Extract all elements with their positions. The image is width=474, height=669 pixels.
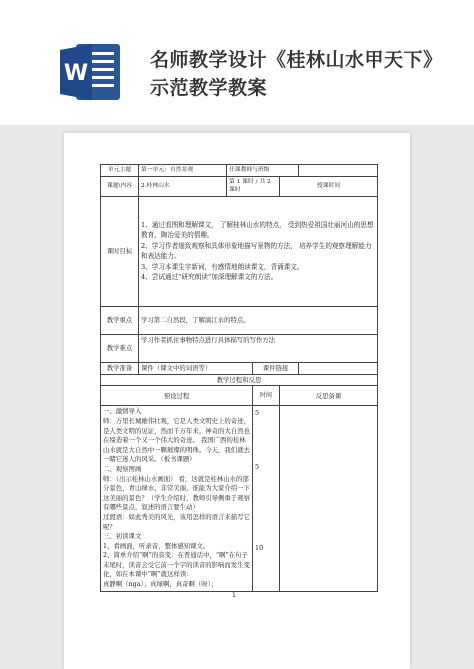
process-title: 教学过程和反思	[101, 374, 378, 386]
teacher-value	[299, 165, 378, 177]
goal-item: 3、学习本课生字新词，有感情地朗读课文，背诵课文。	[141, 262, 304, 271]
process-column-header: 预设过程	[101, 386, 253, 406]
time-label: 授课时间	[280, 176, 378, 196]
topic-value: 2.桂林山水	[139, 176, 227, 196]
time-value: 10	[255, 544, 264, 553]
process-line: 二、观察图画	[103, 464, 142, 473]
difficulty-label: 教学难点	[101, 334, 139, 362]
process-line: 1、看画面，听录音，整体感知课文。	[103, 541, 210, 550]
page-number: 1	[232, 592, 236, 599]
time-column	[253, 406, 280, 591]
unit-label: 单元主题	[101, 165, 139, 177]
key-point-value: 学习第二自然段，了解漓江水的特点。	[139, 306, 378, 334]
hours-value: 第 1 课时 / 共 2 课时	[227, 176, 280, 196]
document-title: 名师教学设计《桂林山水甲天下》示范教学教案	[150, 49, 443, 99]
key-point-label: 教学重点	[101, 306, 139, 334]
link-label: 课件链接	[253, 362, 299, 374]
process-line: 2、简单介绍“啊”的音变：在普通话中，“啊”在句子末尾时，读音会受它前一个字的读音的影响而发生变化，如在本课中“啊”就这样读：	[103, 551, 250, 579]
time-value: 5	[255, 409, 260, 418]
goal-item: 2、学习作者细致观察和具体形象地描写景物的方法， 培养学生的观察理解能力和表达能力。	[141, 241, 372, 261]
header-area	[0, 0, 474, 125]
process-line: 师：（出示桂林山水画面） 看，这就是桂林山水的部分景色，青山绿水，非常美丽，谁能为大家介绍一下这美丽的景色？（学生介绍时，教师引导侧重于观察有哪些景点，叙述的语言要生动）	[103, 474, 250, 512]
difficulty-value: 学习作者抓住事物特点进行具体描写的写作方法	[139, 334, 378, 362]
word-document-icon	[58, 38, 126, 106]
reflection-column	[280, 406, 378, 591]
process-content	[101, 406, 253, 591]
goal-item: 1、通过看图和理解课文， 了解桂林山水的特点， 受到热爱祖国壮丽河山的思想教育，陶冶爱美的情趣。	[141, 220, 374, 240]
lesson-plan-table	[100, 164, 378, 592]
svg-text:W: W	[63, 61, 89, 86]
goals-label: 课时目标	[101, 196, 139, 306]
time-column-header: 时间	[253, 386, 280, 406]
process-line: 真静啊（nga）；真绿啊，真奇啊（呀）；	[103, 580, 218, 589]
process-line: 过渡语：如此秀美的风光，该用怎样的语言来描写它呢？	[103, 512, 250, 531]
link-value	[299, 362, 378, 374]
topic-label: 课题\内容	[101, 176, 139, 196]
reflection-column-header: 反思备课	[280, 386, 378, 406]
process-line: 三、初读课文	[103, 532, 142, 541]
process-line: 一、激情导入	[103, 407, 142, 416]
goal-item: 4、尝试通过“研究朗读”加深理解课文的方法。	[141, 273, 278, 282]
prep-value: 课件（课文中的词语等）	[139, 362, 253, 374]
teacher-label: 任课教师与班级	[227, 165, 299, 177]
unit-value: 第一单元：自然景观	[139, 165, 227, 177]
goals-list	[139, 196, 378, 306]
prep-label: 教学准备	[101, 362, 139, 374]
lesson-plan-content	[100, 164, 377, 589]
process-line: 师：万里长城雄伟壮观，它是人类文明史上的奇迹，是人类文明的见证，然而千万年来，神奇的大自然也在缔造着一个又一个伟大的奇迹。 我国广西的桂林山水就是大自然中一颗璀璨的明珠。今天，我们就去一睹它迷人的风采。（板书课题）	[103, 416, 250, 464]
time-value: 5	[255, 463, 260, 472]
